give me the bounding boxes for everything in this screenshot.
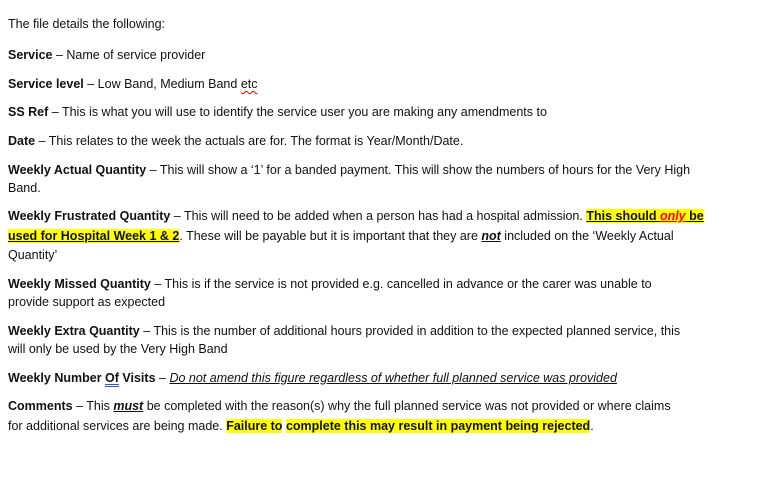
date-line	[8, 132, 463, 150]
hospital-note-highlight-b: be	[685, 209, 704, 223]
intro-line	[8, 15, 165, 33]
extra-qty-line-2	[8, 340, 228, 358]
date-text: This relates to the week the actuals are for. The format is Year/Month/Date.	[48, 134, 464, 148]
missed-qty-text-2: provide support as expected	[8, 295, 166, 309]
comments-text-3: for additional services are being made.	[8, 419, 227, 433]
missed-qty-term: Weekly Missed Quantity	[8, 277, 151, 291]
ss-ref-sep: –	[48, 105, 62, 119]
ss-ref-term: SS Ref	[8, 105, 49, 119]
frustrated-qty-text: This will need to be added when a person has had a hospital admission.	[183, 209, 587, 223]
hospital-note-highlight-a: This should	[586, 209, 660, 223]
service-text: Name of service provider	[66, 48, 206, 62]
comments-sep: –	[72, 399, 87, 413]
service-level-term: Service level	[8, 77, 84, 91]
extra-qty-text-2: will only be used by the Very High Band	[8, 342, 228, 356]
visits-line	[8, 369, 617, 387]
missed-qty-sep: –	[150, 277, 165, 291]
frustrated-qty-sep: –	[170, 209, 184, 223]
comments-end: .	[590, 419, 594, 433]
frustrated-qty-line-3	[8, 246, 57, 264]
frustrated-qty-text-3: included on the ‘Weekly Actual	[500, 229, 674, 243]
visits-term-a: Weekly Number	[8, 371, 106, 385]
missed-qty-text: This is if the service is not provided e.g. cancelled in advance or the carer was unable to	[164, 277, 652, 291]
comments-text: This	[86, 399, 114, 413]
must-emphasis	[113, 399, 143, 413]
actual-qty-line-1	[8, 161, 690, 179]
ss-ref-text: This is what you will use to identify the service user you are making any amendments to	[61, 105, 547, 119]
comments-line-1	[8, 397, 671, 415]
visits-sep: –	[155, 371, 170, 385]
of-word: Of	[105, 371, 119, 385]
etc-spellcheck-word: etc	[240, 77, 258, 91]
missed-qty-line-2	[8, 293, 165, 311]
failure-highlight-a: Failure to	[226, 419, 283, 433]
actual-qty-term: Weekly Actual Quantity	[8, 163, 147, 177]
ss-ref-line	[8, 103, 547, 121]
date-sep: –	[35, 134, 49, 148]
service-level-text: Low Band, Medium Band	[97, 77, 241, 91]
service-level-sep: –	[83, 77, 98, 91]
only-word: only	[659, 209, 686, 223]
actual-qty-text: This will show a ‘1’ for a banded payment. This will show the numbers of hours for the Very High	[159, 163, 691, 177]
extra-qty-sep: –	[139, 324, 154, 338]
service-term: Service	[8, 48, 53, 62]
comments-term: Comments	[8, 399, 73, 413]
comments-line-2	[8, 417, 594, 435]
hospital-week-highlight: used for Hospital Week 1 & 2	[8, 229, 180, 243]
service-line	[8, 46, 205, 64]
service-level-line	[8, 75, 258, 93]
service-sep: –	[52, 48, 67, 62]
frustrated-qty-line-2	[8, 227, 674, 245]
actual-qty-text-2: Band.	[8, 181, 41, 195]
frustrated-qty-text-4: Quantity’	[8, 248, 58, 262]
extra-qty-text: This is the number of additional hours provided in addition to the expected planned service, this	[153, 324, 681, 338]
actual-qty-line-2	[8, 179, 41, 197]
not-emphasis	[481, 229, 500, 243]
failure-highlight-b: complete this may result in payment being rejected	[285, 419, 591, 433]
date-term: Date	[8, 134, 36, 148]
frustrated-qty-text-2: . These will be payable but it is important that they are	[179, 229, 482, 243]
comments-text-2: be completed with the reason(s) why the full planned service was not provided or where claims	[143, 399, 671, 413]
must-word: must	[113, 399, 144, 413]
not-word: not	[481, 229, 501, 243]
intro-text: The file details the following:	[8, 17, 166, 31]
frustrated-qty-term: Weekly Frustrated Quantity	[8, 209, 171, 223]
visits-term-b: Visits	[118, 371, 156, 385]
visits-text: Do not amend this figure regardless of whether full planned service was provided	[169, 371, 617, 385]
extra-qty-line-1	[8, 322, 680, 340]
only-emphasis	[660, 209, 686, 223]
missed-qty-line-1	[8, 275, 652, 293]
actual-qty-sep: –	[146, 163, 160, 177]
extra-qty-term: Weekly Extra Quantity	[8, 324, 140, 338]
frustrated-qty-line-1	[8, 207, 704, 225]
